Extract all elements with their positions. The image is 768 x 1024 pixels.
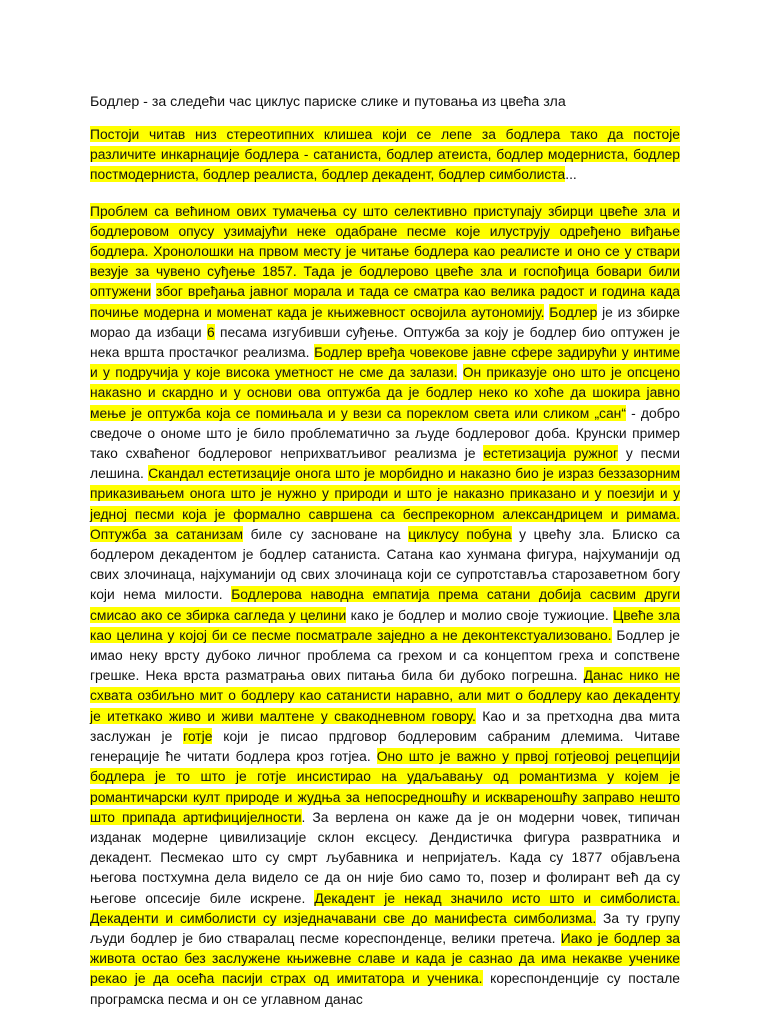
- body-text: који је писао прдговор бодлеровим сабраним длемима. Читаве генерације ће читати бодлера кроз готјеа.: [90, 727, 680, 765]
- body-text: песама изгубивши суђење. Оптужба за коју је бодлер био оптужен је нека вршта простачког реализма.: [90, 323, 680, 361]
- highlighted-text: Данас нико не схвата озбиљно мит о бодлеру као сатанисти наравно, али мит о бодлеру као декаденту је итеткако живо и живи малтене у свакодневном говору.: [90, 667, 680, 724]
- body-text: Бодлер је имао неку врсту дубоко личног проблема са грехом и са концептом греха и сопствене грешке. Нека врста разматрања ових питања била би дубоко погрешна.: [90, 626, 681, 684]
- highlighted-text: готје: [183, 727, 213, 744]
- highlighted-text: због вређања јавног морала и тада се сматра као велика радост и година када почиње модерна и моменат када је књижевност освојила аутономију.: [90, 283, 680, 320]
- body-text: ...: [565, 166, 577, 183]
- highlighted-text: Оно што је важно у првој готјеовој рецепцији бодлера је то што је готје инсистирао на удаљавању од романтизма у којем је романтичарски култ природе и жудња за непосредношћу и исквареношћу заправо нешто што припада артифицијелности: [90, 748, 680, 825]
- paragraph: [90, 201, 680, 1009]
- body-text: је из збирке морао да избаци: [90, 303, 681, 340]
- highlighted-text: Он приказује оно што је опсцено накаѕно и скардно и у основи ова оптужба да је бодлер неко ко хоће да шокира јавно мење је оптужба која се помињала и у вези са пореклом света или сликом „сан“: [90, 364, 680, 421]
- body-text: - добро сведоче о ономе што је било проблематично за људе бодлеровог доба. Крунски пример тако схваћеног бодлеровог неприхватљивог реализма је: [90, 404, 680, 462]
- highlighted-text: Иако је бодлер за живота остао без заслужене књижевне славе и када је сазнао да има некакве ученике рекао је да осећа пасији страх од имитатора и ученика.: [90, 929, 680, 987]
- highlighted-text: естетизација ружног: [483, 445, 619, 462]
- highlighted-text: Декадент је некад значило исто што и симболиста. Декаденти и симболисти су изједначавани све до манифеста симболизма.: [90, 889, 680, 926]
- body-text: . За верлена он каже да је он модерни човек, типичан изданак модерне цивилизације склон ексцесу. Дендистичка фигура развратника и декадент. Песмекао што су смрт љубавника и непријатељ. Када су 1877 објављена његова постхумна дела видело се да он није био само то, позер и фолирант већ да су његове опсесије биле искрене.: [90, 808, 681, 906]
- document-title: Бодлер - за следећи час циклус париске слике и путовања из цвећа зла: [90, 94, 566, 110]
- highlighted-text: Постоји читав низ стереотипних клишеа који се лепе за бодлера тако да постоје различите инкарнације бодлера - сатаниста, бодлер атеиста, бодлер модерниста, бодлер постмодерниста, бодлер реалиста, бодлер декадент, бодлер симболиста: [90, 126, 680, 183]
- body-text: у песми лешина.: [90, 445, 680, 482]
- body-text: у цвећу зла. Блиско са бодлером декадентом је бодлер сатаниста. Сатана као хунмана фигура, најхуманији од свих злочинаца, најхуманији од свих злочинаца који се супротставља старозаветном богу који нема милости.: [90, 525, 680, 603]
- highlighted-text: Бодлер вређа човекове јавне сфере задирући у интиме и у подручија у које висока уметност не сме да залази.: [90, 344, 680, 381]
- highlighted-text: Скандал естетизације онога што је морбидно и наказно био је израз беззазорним приказивањем онога што је нужно у природи и што је наказно приказано и у поезији и у једној песми која је формално савршена са беспрекорном александрицем и римама. Оптужба за сатанизам: [90, 465, 680, 542]
- paragraph: [90, 124, 680, 185]
- body-text: За ту групу људи бодлер је био стваралац песме кореспонденце, велики претеча.: [90, 909, 680, 946]
- highlighted-text: Цвеће зла као целина у којој би се песме посматрале заједно а не деконтекстуализовано.: [90, 606, 680, 643]
- highlighted-text: Проблем са већином ових тумачења су што селективно приступају збирци цвеће зла и бодлеровом опусу узимајући неке одабране песме које илуструју одређено виђање бодлера. Хронолошки на првом месту је читање бодлера као реалисте и оно се у ствари везује за чувено суђење 1857. Тада је бодлерово цвеће зла и госпођица бовари били оптужени: [90, 202, 680, 300]
- body-text: Као и за претходна два мита заслужан је: [90, 707, 680, 744]
- highlighted-text: Бодлер: [549, 303, 598, 320]
- highlighted-text: Бодлерова наводна емпатија према сатани добија сасвим други смисао ако се збирка сагледа у целини: [90, 586, 680, 623]
- body-text: [457, 364, 462, 380]
- highlighted-text: 6: [206, 323, 215, 340]
- body-text: како је бодлер и молио своје тужиоцие.: [346, 606, 614, 623]
- document-body: [90, 124, 680, 1009]
- body-text: кореспонденције су постале програмска песма и он се углавном данас: [90, 970, 680, 1007]
- body-text: биле су засноване на: [242, 525, 409, 542]
- highlighted-text: циклусу побуна: [408, 525, 512, 542]
